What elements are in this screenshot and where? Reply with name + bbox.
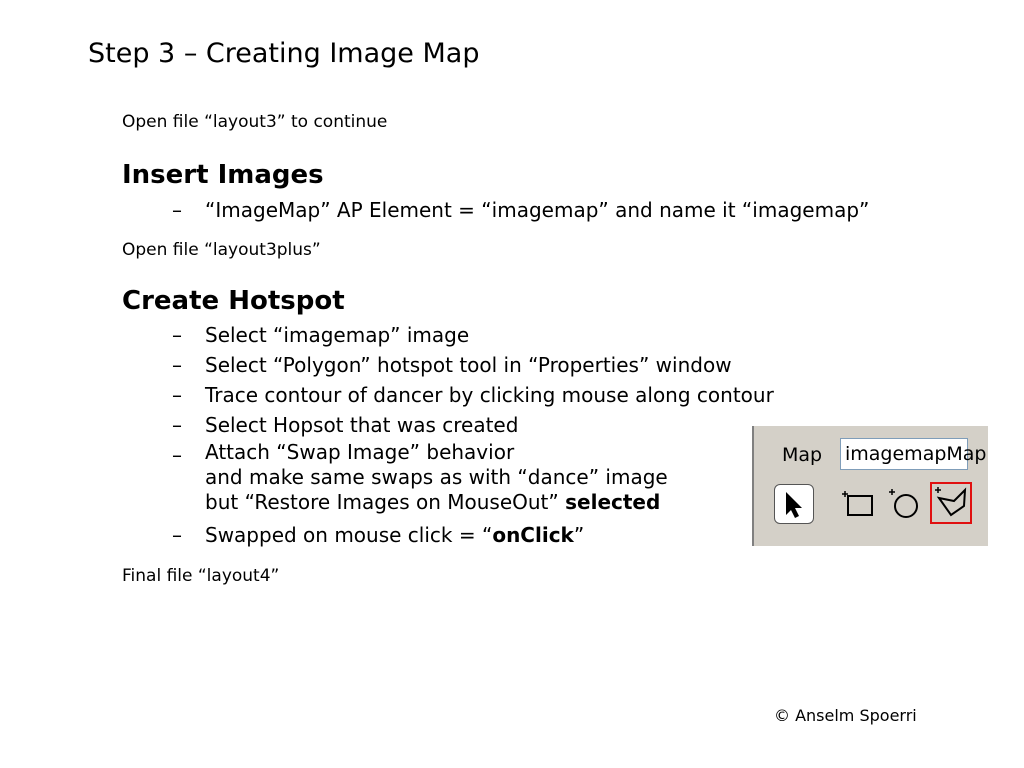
- hotspot-item-text: Select “Polygon” hotspot tool in “Properties” window: [205, 353, 732, 377]
- slide-title: Step 3 – Creating Image Map: [88, 38, 480, 69]
- polygon-hotspot-tool-button[interactable]: [930, 482, 972, 524]
- swap-line-2: and make same swaps as with “dance” image: [205, 465, 668, 489]
- rectangle-hotspot-tool-button[interactable]: [842, 488, 878, 520]
- map-name-input[interactable]: imagemapMap: [840, 438, 968, 470]
- swap-selected-bold: selected: [565, 490, 661, 514]
- insert-images-heading: Insert Images: [122, 160, 324, 190]
- onclick-post: ”: [573, 523, 585, 547]
- onclick-pre: Swapped on mouse click = “: [205, 523, 493, 547]
- map-label: Map: [782, 444, 823, 466]
- hotspot-item-text: Select Hopsot that was created: [205, 413, 519, 437]
- oval-hotspot-icon: [886, 486, 922, 522]
- swap-item-text: [205, 440, 668, 515]
- hotspot-item-text: Trace contour of dancer by clicking mouse along contour: [205, 383, 774, 407]
- bullet-dash: –: [172, 198, 182, 222]
- open-layout3plus-text: Open file “layout3plus”: [122, 240, 321, 260]
- rectangle-hotspot-icon: [842, 488, 878, 520]
- final-file-text: Final file “layout4”: [122, 566, 280, 586]
- bullet-dash: –: [172, 353, 182, 377]
- bullet-dash: –: [172, 443, 182, 467]
- pointer-hotspot-tool-button[interactable]: [774, 484, 814, 524]
- create-hotspot-heading: Create Hotspot: [122, 286, 345, 316]
- properties-map-panel: [752, 426, 988, 546]
- bullet-dash: –: [172, 383, 182, 407]
- open-layout3-text: Open file “layout3” to continue: [122, 112, 388, 132]
- swap-line-3: but “Restore Images on MouseOut”: [205, 490, 566, 514]
- hotspot-item-text: Select “imagemap” image: [205, 323, 470, 347]
- copyright-text: © Anselm Spoerri: [774, 706, 917, 725]
- bullet-dash: –: [172, 323, 182, 347]
- swap-line-1: Attach “Swap Image” behavior: [205, 440, 515, 464]
- arrow-pointer-icon: [775, 485, 813, 523]
- polygon-hotspot-icon: [932, 484, 970, 522]
- oval-hotspot-tool-button[interactable]: [886, 486, 922, 522]
- bullet-dash: –: [172, 413, 182, 437]
- onclick-bold: onClick: [492, 523, 574, 547]
- insert-item-text: “ImageMap” AP Element = “imagemap” and name it “imagemap”: [205, 198, 870, 222]
- onclick-item-text: [205, 520, 584, 550]
- bullet-dash: –: [172, 523, 182, 547]
